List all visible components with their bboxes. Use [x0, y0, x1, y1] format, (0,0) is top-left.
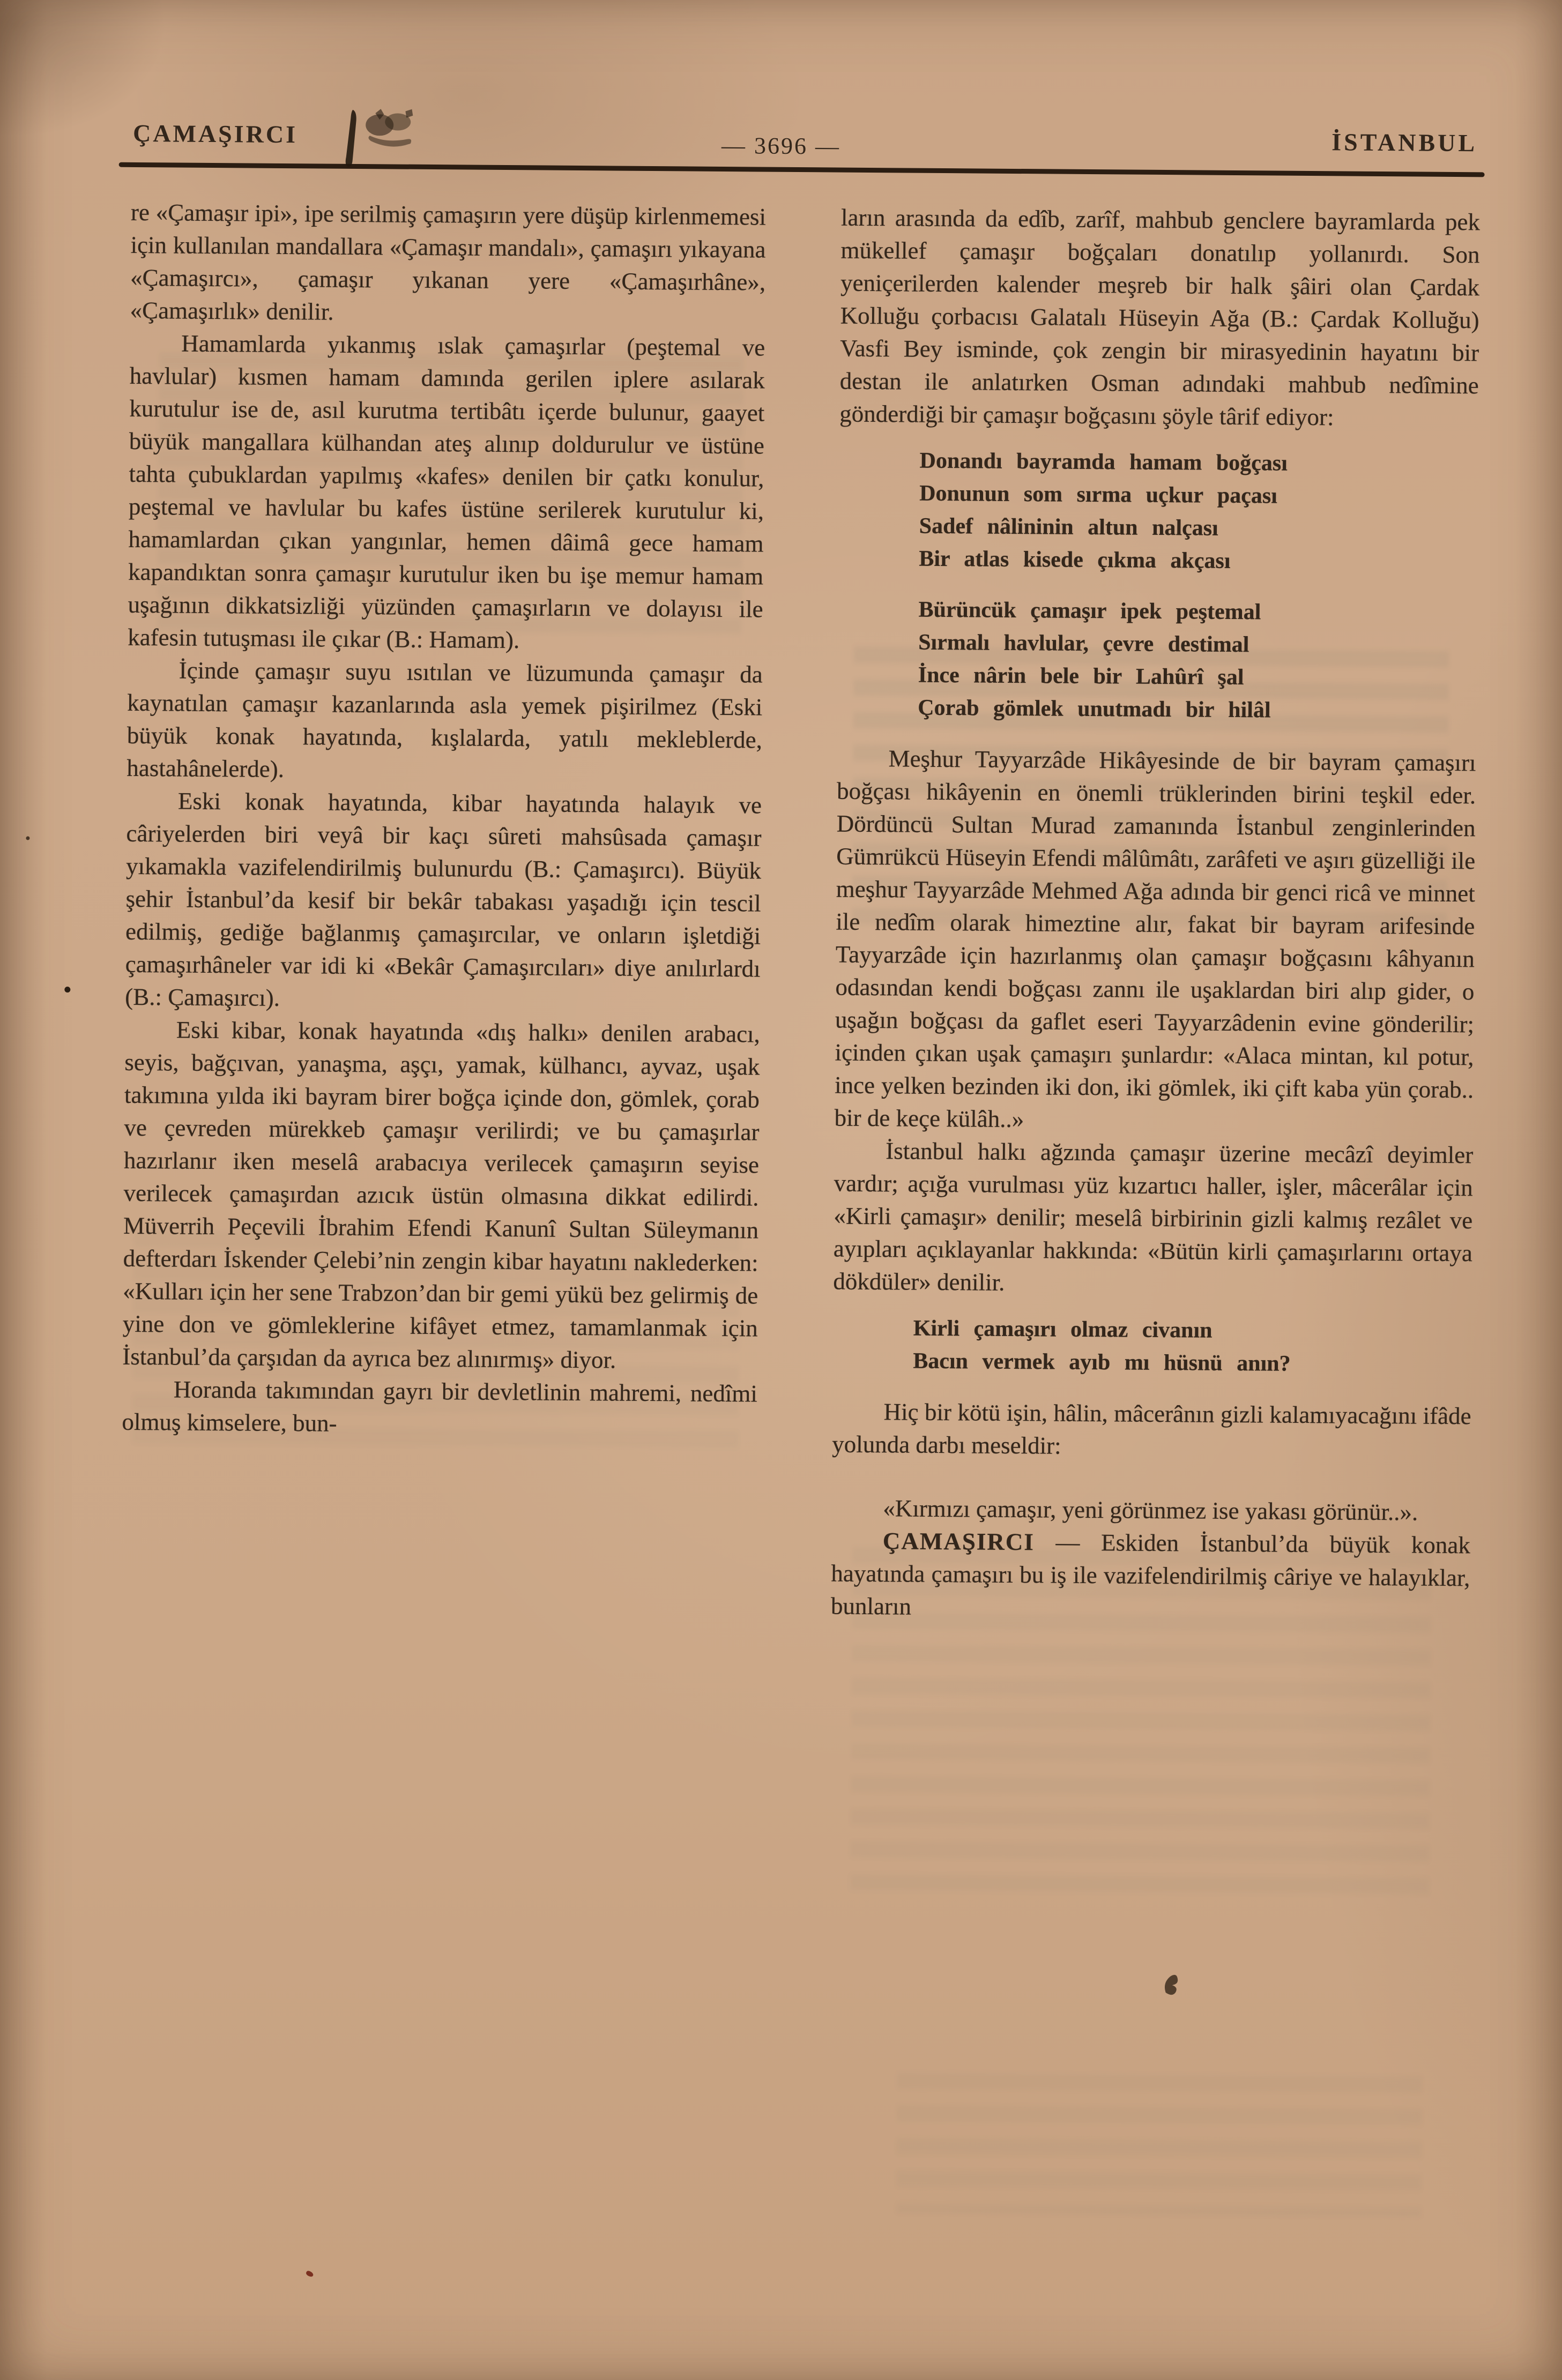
paragraph: Eski konak hayatında, kibar hayatında halayık ve câriyelerden biri veyâ bir kaçı sûreti mahsûsada çamaşır yıkamakla vazifelendirilmiş bulunurdu (B.: Çamaşırcı). Büyük şehir İstanbul’da kesif bir bekâr tabakası yaşadığı için tescil edilmiş, gediğe bağlanmış çamaşırcılar, ve onların işletdiği çamaşırhâneler var idi ki «Bekâr Çamaşırcıları» diye anılırlardı (B.: Çamaşırcı). — [125, 787, 762, 1011]
paragraph: Eski kibar, konak hayatında «dış halkı» denilen arabacı, seyis, bağçıvan, yanaşma, aşçı, yamak, külhancı, ayvaz, uşak takımına yılda iki bayram birer boğça içinde don, gömlek, çorab ve çevreden mürekkeb çamaşır verilirdi; ve bu çamaşırlar hazırlanır iken meselâ arabacıya verilecek çamaşırın seyise verilecek çamaşırdan azıcık üstün olmasına dikkat edilirdi. Müverrih Peçevili İbrahim Efendi Kanunî Sultan Süleymanın defterdarı İskender Çelebi’nin zengin kibar hayatını naklederken: «Kulları için her sene Trabzon’dan bir gemi yükü bez gelirmiş de yine don ve gömleklerine kifâyet etmez, tamamlanmak için İstanbul’da çarşıdan da ayrıca bez alınırmış» diyor. — [122, 1016, 760, 1374]
paragraph: İçinde çamaşır suyu ısıtılan ve lüzumunda çamaşır da kaynatılan çamaşır kazanlarında asla yemek pişirilmez (Eski büyük konak hayatında, kışlalarda, yatılı mekleblerde, hastahânelerde). — [127, 656, 763, 783]
verse-line: İnce nârin bele bir Lahûrî şal — [918, 662, 1244, 690]
verse-line: Sadef nâlininin altun nalçası — [919, 513, 1218, 541]
verse-stanza — [919, 445, 1478, 580]
ink-speck — [64, 987, 70, 993]
verse-line: Donunun som sırma uçkur paçası — [919, 481, 1278, 509]
ink-blot — [337, 103, 445, 182]
column-left — [122, 196, 766, 1443]
running-head-left: ÇAMAŞIRCI — [132, 119, 298, 148]
page-number: — 3696 — — [721, 132, 841, 160]
paragraph: re «Çamaşır ipi», ipe serilmiş çamaşırın yere düşüp kirlenmemesi için kullanılan mandallara «Çamaşır mandalı», çamaşırı yıkayana «Çamaşırcı», çamaşır yıkanan yere «Çamaşırhâne», «Çamaşırlık» denilir. — [130, 198, 767, 325]
verse-line: Bir atlas kisede çıkma akçası — [919, 546, 1231, 573]
article-body — [116, 196, 1479, 2253]
verse-line: Çorab gömlek unutmadı bir hilâl — [918, 695, 1271, 723]
verse-line: Bürüncük çamaşır ipek peştemal — [918, 597, 1261, 625]
paragraph: Horanda takımından gayrı bir devletlinin mahremi, nedîmi olmuş kimselere, bun- — [122, 1376, 758, 1437]
paragraph: «Kırmızı çamaşır, yeni görünmez ise yakası görünür..». — [883, 1495, 1418, 1526]
verse-line: Donandı bayramda hamam boğçası — [919, 448, 1288, 476]
running-head-right: İSTANBUL — [1332, 128, 1478, 157]
verse-line: Kirli çamaşırı olmaz civanın — [913, 1316, 1213, 1343]
paragraph: Hiç bir kötü işin, hâlin, mâcerânın gizli kalamıyacağını ifâde yolunda darbı meseldir: — [832, 1398, 1471, 1459]
column-right — [831, 202, 1480, 1628]
header-rule — [119, 162, 1485, 177]
verse-line: Bacın vermek ayıb mı hüsnü anın? — [913, 1348, 1291, 1376]
paragraph: Hamamlarda yıkanmış ıslak çamaşırlar (peştemal ve havlular) kısmen hamam damında gerilen iplere asılarak kurutulur ise de, asıl kurutma tertibâtı içerde bulunur, gaayet büyük mangallara külhandan ateş alınıp doldurulur ve üstüne tahta çubuklardan yapılmış «kafes» denilen bir çatkı konulur, peştemal ve havlular bu kafes üstüne serilerek kurutulur ki, hamamlardan çıkan yangınlar, hemen dâimâ gece hamam kapandıktan sonra çamaşır kurutulur iken bu işe memur hamam uşağının dikkatsizliği yüzünden çamaşırların ve dolayısı ile kafesin tutuşması ile çıkar (B.: Hamam). — [128, 330, 765, 654]
verse-line: Sırmalı havlular, çevre destimal — [918, 630, 1249, 658]
paragraph: Meşhur Tayyarzâde Hikâyesinde de bir bayram çamaşırı boğçası hikâyenin en önemli trüklerinden birini teşkil eder. Dördüncü Sultan Murad zamanında İstanbul zenginlerinden Gümrükcü Hüseyin Efendi mâlûmâtı, zarâfeti ve aşırı güzelliği ile meşhur Tayyarzâde Mehmed Ağa adında bir genci ricâ ve minnet ile nedîm olarak himeztine alır, fakat bir bayram arifesinde Tayyarzâde için hazırlanmış olan çamaşır boğçasını kâhyanın odasından kendi boğçası zannı ile uşaklardan biri alıp gider, o uşağın boğçası da gaflet eseri Tayyarzâdenin evine gönderilir; içinden çıkan uşak çamaşırı şunlardır: «Alaca mintan, kıl potur, ince yelken bezinden iki don, iki gömlek, iki çift kaba yün çorab.. bir de keçe külâh..» — [834, 745, 1476, 1133]
verse-stanza — [918, 594, 1477, 729]
paragraph: ların arasında da edîb, zarîf, mahbub genclere bayramlarda pek mükellef çamaşır boğçaları donatılıp yollanırdı. Son yeniçerilerden kalender meşreb bir halk şâiri olan Çardak Kolluğu çorbacısı Galatalı Hüseyin Ağa (B.: Çardak Kolluğu) Vasfi Bey isminde, çok zengin bir mirasyedinin hayatını bir destan ile anlatırken Osman adındaki mahbub nedîmine gönderdiği bir çamaşır boğçasını şöyle târif ediyor: — [839, 204, 1481, 431]
verse-stanza — [913, 1312, 1472, 1382]
entry-heading: ÇAMAŞIRCI — [882, 1527, 1035, 1556]
ink-speck — [306, 2270, 315, 2278]
paragraph: ÇAMAŞIRCI — Eskiden İstanbul’da büyük konak hayatında çamaşırı bu iş ile vazifelendirilmiş câriye ve halayıklar, bunların — [830, 1527, 1471, 1620]
paragraph: İstanbul halkı ağzında çamaşır üzerine mecâzî deyimler vardır; açığa vurulması yüz kızartıcı haller, işler, mâcerâlar için «Kirli çamaşır» denilir; meselâ birbirinin gizli kalmış rezâlet ve ayıpları açıklayanlar hakkında: «Bütün kirli çamaşırlarını ortaya dökdüler» denilir. — [833, 1137, 1474, 1296]
ink-speck — [26, 836, 29, 840]
